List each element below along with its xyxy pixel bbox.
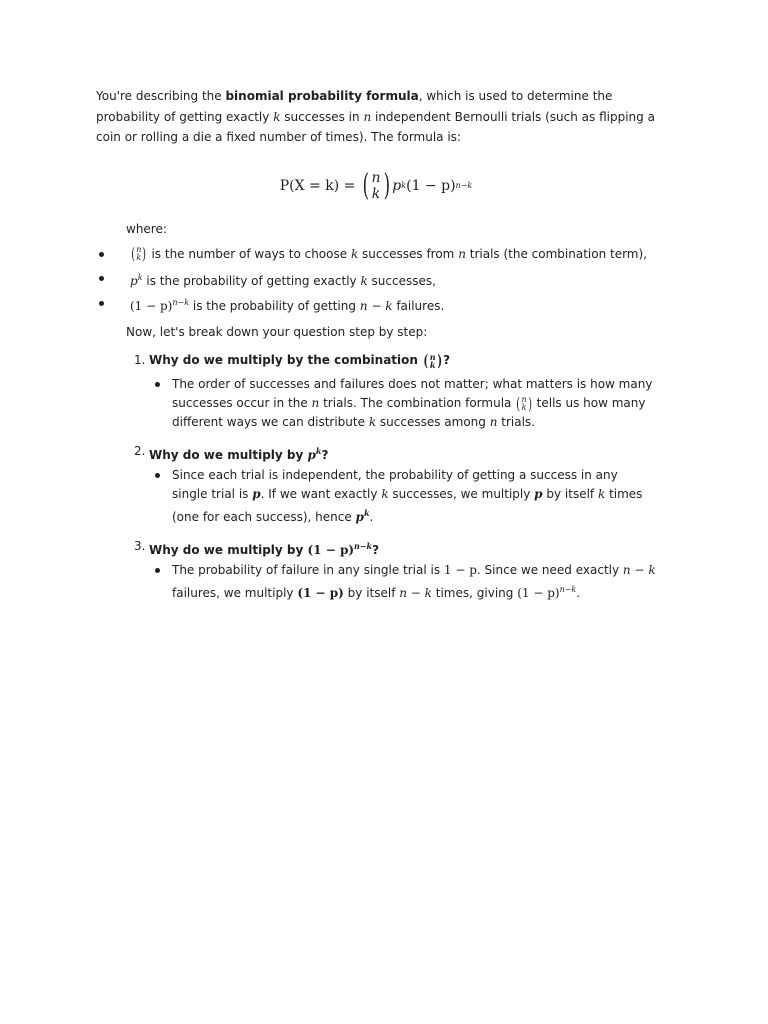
step-title: 2. Why do we multiply by $p^k$? xyxy=(134,444,329,462)
formula-lhs: P(X = k) = xyxy=(279,177,356,194)
step-item xyxy=(134,440,656,527)
step-item xyxy=(134,349,656,432)
step-body: The probability of failure in any single trial is 1 − p. Since we need exactly n − k failures, we multiply (1 − p) by itself n − k times, giving $(1 - p)^{n-k}$. xyxy=(172,561,656,603)
definitions-list xyxy=(96,242,656,316)
binomial-formula: P(X = k) = ( n k ) p k (1 − p) n−k xyxy=(279,167,473,203)
intro-paragraph: You're describing the binomial probability formula, which is used to determine the probability of getting exactly k successes in n independent Bernoulli trials (such as flipping a coin or rolling a die a fixed number of times). The formula is: xyxy=(96,89,655,144)
list-item: ( n k ) is the number of ways to choose k successes from n trials (the combination term), xyxy=(130,242,656,267)
where-label: where: xyxy=(126,221,167,236)
step-body: The order of successes and failures does not matter; what matters is how many successes occur in the n trials. The combination formula ( n k ) tells us how many different ways we can distribute k successes among n trials. xyxy=(172,375,656,432)
step-body: Since each trial is independent, the probability of getting a success in any single trial is p. If we want exactly k successes, we multiply p by itself k times (one for each success), hence $p^k$. xyxy=(172,466,656,527)
step-title: 3. Why do we multiply by $(1 - p)^{n-k}$? xyxy=(134,539,380,557)
document-body xyxy=(96,86,656,611)
step-item xyxy=(134,535,656,603)
step-title: 1. Why do we multiply by the combination ( n k ) ? xyxy=(134,350,451,370)
binomial-coefficient: ( n k ) xyxy=(362,167,390,203)
list-item: $(1 - p)^{n-k}$ is the probability of getting n − k failures. xyxy=(130,291,656,316)
steps-list xyxy=(96,349,656,603)
bold-term: binomial probability formula xyxy=(225,89,419,103)
list-item: $p^k$ is the probability of getting exactly k successes, xyxy=(130,266,656,291)
step-intro: Now, let's break down your question step by step: xyxy=(126,325,428,339)
